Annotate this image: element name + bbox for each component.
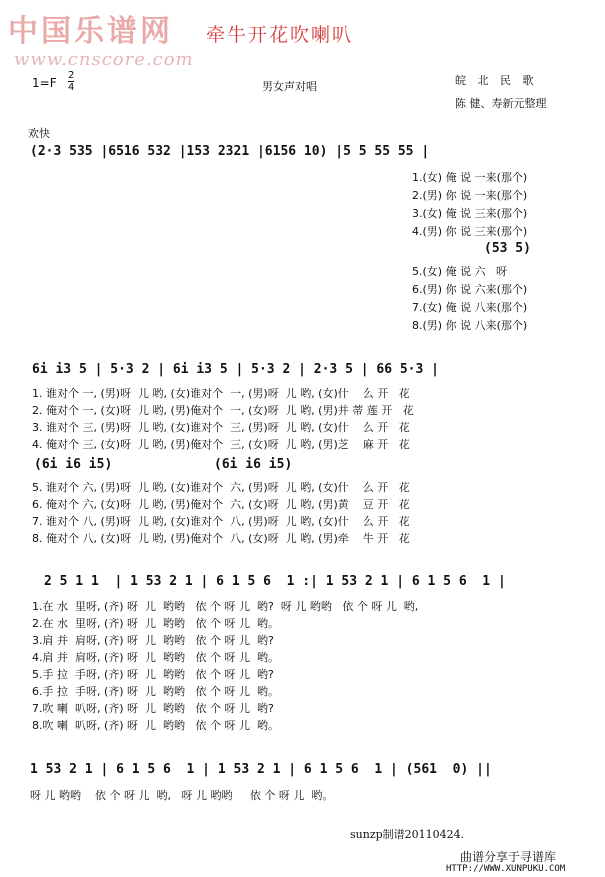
performance-form: 男女声对唱: [262, 80, 317, 93]
notation-line-2: 6i i3 5 | 5·3 2 | 6i i3 5 | 5·3 2 | 2·3 5 | 66 5·3 |: [32, 362, 439, 377]
lyric-line: 7.吹 喇 叭呀, (齐) 呀 儿 哟哟 依 个 呀 儿 哟?: [32, 702, 274, 715]
lyric-line: 3. 谁对个 三, (男)呀 儿 哟, (女)谁对个 三, (男)呀 儿 哟, (女)什 么 开 花: [32, 421, 410, 434]
notation-line-4: 1 53 2 1 | 6 1 5 6 1 | 1 53 2 1 | 6 1 5 6 1 | (561 0) ||: [30, 762, 492, 777]
transcriber-credit: sunzp制谱20110424.: [350, 828, 465, 841]
notation-insert: (6i i6 i5): [214, 457, 293, 472]
lyric-line: 4.肩 并 肩呀, (齐) 呀 儿 哟哟 依 个 呀 儿 哟。: [32, 651, 280, 664]
lyric-line: 1. 谁对个 一, (男)呀 儿 哟, (女)谁对个 一, (男)呀 儿 哟, (女)什 么 开 花: [32, 387, 410, 400]
lyric-line: 6. 俺对个 六, (女)呀 儿 哟, (男)俺对个 六, (女)呀 儿 哟, (男)黄 豆 开 花: [32, 498, 410, 511]
lyric-line: 2.在 水 里呀, (齐) 呀 儿 哟哟 依 个 呀 儿 哟。: [32, 617, 280, 630]
notation-line-3: 2 5 1 1 | 1 53 2 1 | 6 1 5 6 1 :| 1 53 2 1 | 6 1 5 6 1 |: [44, 574, 506, 589]
time-top: 2: [68, 70, 75, 81]
song-title: 牵牛开花吹喇叭: [206, 24, 354, 46]
lyric-line: 7. 谁对个 八, (男)呀 儿 哟, (女)谁对个 八, (男)呀 儿 哟, (女)什 么 开 花: [32, 515, 410, 528]
lyric-line: 2.(男) 你 说 一来(那个): [412, 189, 528, 202]
key-signature: 1=F: [32, 76, 57, 90]
lyric-line: 8.吹 喇 叭呀, (齐) 呀 儿 哟哟 依 个 呀 儿 哟。: [32, 719, 280, 732]
notation-insert: (53 5): [484, 241, 531, 256]
tempo-marking: 欢快: [28, 127, 50, 140]
lyric-line: 呀 儿 哟哟 依 个 呀 儿 哟, 呀 儿 哟哟 依 个 呀 儿 哟。: [30, 789, 334, 802]
notation-line-1: (2·3 535 |6516 532 |153 2321 |6156 10) |5 5 55 55 |: [30, 144, 430, 159]
notation-insert: (6i i6 i5): [34, 457, 113, 472]
source-site-url: HTTP://WWW.XUNPUKU.COM: [446, 864, 566, 874]
lyric-line: 5.(女) 俺 说 六 呀: [412, 265, 508, 278]
lyric-line: 7.(女) 俺 说 八来(那个): [412, 301, 528, 314]
lyric-line: 3.肩 并 肩呀, (齐) 呀 儿 哟哟 依 个 呀 儿 哟?: [32, 634, 274, 647]
site-logo: 中国乐谱网: [8, 14, 173, 49]
lyric-line: 6.手 拉 手呀, (齐) 呀 儿 哟哟 依 个 呀 儿 哟。: [32, 685, 280, 698]
arranger: 陈 健、寿新元整理: [455, 97, 547, 110]
lyric-line: 1.在 水 里呀, (齐) 呀 儿 哟哟 依 个 呀 儿 哟? 呀 儿 哟哟 依 个 呀 儿 哟,: [32, 600, 419, 613]
site-watermark-url: www.cnscore.com: [14, 49, 194, 70]
lyric-line: 2. 俺对个 一, (女)呀 儿 哟, (男)俺对个 一, (女)呀 儿 哟, (男)并 蒂 莲 开 花: [32, 404, 414, 417]
song-origin: 皖 北 民 歌: [455, 74, 534, 87]
lyric-line: 8.(男) 你 说 八来(那个): [412, 319, 528, 332]
lyric-line: 4. 俺对个 三, (女)呀 儿 哟, (男)俺对个 三, (女)呀 儿 哟, (男)芝 麻 开 花: [32, 438, 410, 451]
time-signature: [68, 70, 74, 93]
lyric-line: 5. 谁对个 六, (男)呀 儿 哟, (女)谁对个 六, (男)呀 儿 哟, (女)什 么 开 花: [32, 481, 410, 494]
lyric-line: 4.(男) 你 说 三来(那个): [412, 225, 528, 238]
lyric-line: 1.(女) 俺 说 一来(那个): [412, 171, 528, 184]
lyric-line: 6.(男) 你 说 六来(那个): [412, 283, 528, 296]
lyric-line: 5.手 拉 手呀, (齐) 呀 儿 哟哟 依 个 呀 儿 哟?: [32, 668, 274, 681]
share-notice: 曲谱分享于寻谱库: [460, 850, 557, 864]
time-bottom: 4: [68, 82, 75, 93]
lyric-line: 3.(女) 俺 说 三来(那个): [412, 207, 528, 220]
lyric-line: 8. 俺对个 八, (女)呀 儿 哟, (男)俺对个 八, (女)呀 儿 哟, (男)牵 牛 开 花: [32, 532, 410, 545]
